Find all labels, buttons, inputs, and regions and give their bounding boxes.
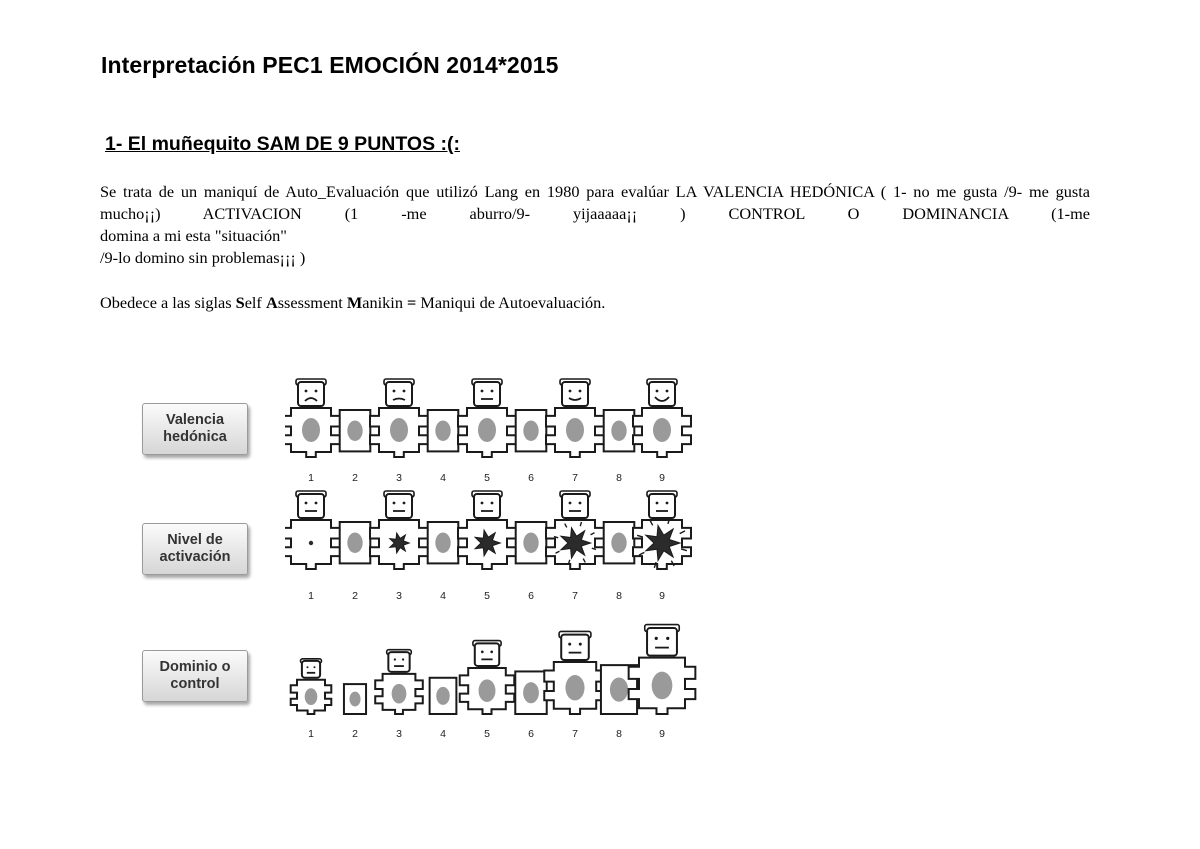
label-line: Dominio o (159, 659, 231, 675)
activacion-manikin (546, 491, 604, 569)
valencia-intermediate (428, 410, 459, 451)
dominio-manikin (460, 641, 515, 714)
manikin-eye (656, 390, 659, 393)
valencia-manikin (370, 379, 428, 457)
dominio-intermediate (515, 671, 546, 714)
dominio-manikin (629, 625, 696, 714)
manikin-eye (481, 651, 484, 654)
scale-number: 6 (528, 590, 534, 602)
label-line: control (170, 676, 220, 692)
activacion-manikin (633, 491, 691, 569)
manikin-eye (491, 390, 494, 393)
scale-number: 7 (572, 472, 578, 484)
scale-number: 4 (440, 728, 446, 740)
scale-number: 3 (396, 472, 402, 484)
equals-sign: = (407, 293, 417, 312)
manikin-head (298, 494, 324, 518)
scale-number: 3 (396, 590, 402, 602)
manikin-eye (579, 502, 582, 505)
manikin-head (647, 628, 677, 656)
manikin-belly (435, 532, 450, 553)
manikin-head (386, 494, 412, 518)
paragraph-text: Se trata de un maniquí de Auto_Evaluación que utilizó Lang en 1980 para evalúar LA VALENCIA HEDÓNICA ( 1- no me gusta /9- me gusta mucho¡¡) ACTIVACION (1 -me aburro/9- yijaaaaa¡¡ ) CONTROL O DOMINANCIA (1-me (100, 182, 1090, 223)
activation-burst (309, 541, 313, 545)
acronym-initial: M (346, 293, 363, 312)
scale-number: 2 (352, 472, 358, 484)
manikin-eye (568, 643, 571, 646)
dominio-label (142, 650, 248, 702)
scale-number: 5 (484, 590, 490, 602)
valencia-manikin (546, 379, 604, 457)
manikin-head (474, 494, 500, 518)
valencia-manikin (633, 379, 691, 457)
activacion-scale-numbers (285, 590, 715, 606)
manikin-eye (393, 502, 396, 505)
manikin-belly (611, 532, 626, 553)
valencia-manikin (285, 379, 340, 457)
manikin-head (474, 382, 500, 406)
activacion-manikin-row (285, 488, 715, 584)
scale-number: 5 (484, 728, 490, 740)
manikin-eye (315, 502, 318, 505)
sam-description-paragraph (100, 181, 1090, 269)
manikin-head (649, 382, 675, 406)
valencia-label (142, 403, 248, 455)
label-line: hedónica (163, 429, 227, 445)
manikin-belly (349, 692, 360, 707)
manikin-belly (436, 687, 449, 705)
manikin-eye (666, 502, 669, 505)
document-title: Interpretación PEC1 EMOCIÓN 2014*2015 (101, 52, 559, 78)
activacion-manikin (458, 491, 516, 569)
activacion-intermediate (516, 522, 547, 563)
scale-number: 2 (352, 728, 358, 740)
scale-number: 6 (528, 472, 534, 484)
manikin-belly (479, 679, 496, 702)
acronym-word-rest: ssessment (277, 293, 347, 312)
manikin-eye (569, 502, 572, 505)
scale-number: 8 (616, 590, 622, 602)
manikin-head (388, 652, 409, 672)
manikin-eye (402, 658, 404, 660)
paragraph-text: domina a mi esta "situación" (100, 226, 287, 245)
scale-number: 8 (616, 728, 622, 740)
dominio-intermediate (430, 678, 457, 714)
manikin-belly (435, 420, 450, 441)
activacion-manikin (285, 491, 340, 569)
label-line: activación (159, 549, 231, 565)
scale-number: 3 (396, 728, 402, 740)
acronym-word-rest: elf (244, 293, 266, 312)
manikin-belly (610, 677, 628, 701)
scale-number: 8 (616, 472, 622, 484)
manikin-eye (579, 643, 582, 646)
scale-number: 1 (308, 590, 314, 602)
scale-number: 4 (440, 472, 446, 484)
manikin-belly (392, 684, 407, 704)
manikin-head (475, 643, 499, 666)
scale-number: 5 (484, 472, 490, 484)
scale-number: 7 (572, 728, 578, 740)
activacion-intermediate (604, 522, 635, 563)
scale-number: 1 (308, 728, 314, 740)
manikin-eye (666, 637, 669, 640)
manikin-eye (315, 390, 318, 393)
valencia-intermediate (340, 410, 371, 451)
manikin-head (562, 382, 588, 406)
dominio-manikin (375, 650, 423, 714)
manikin-belly (611, 420, 626, 441)
dominio-scale-numbers (285, 728, 715, 744)
paragraph-text: /9-lo domino sin problemas¡¡¡ ) (100, 248, 306, 267)
scale-number: 4 (440, 590, 446, 602)
scale-number: 9 (659, 728, 665, 740)
sam-manikin-figure (135, 370, 715, 745)
label-line: Nivel de (167, 532, 223, 548)
manikin-belly (565, 675, 584, 700)
manikin-belly (347, 532, 362, 553)
scale-number: 7 (572, 590, 578, 602)
scale-number: 9 (659, 472, 665, 484)
section-heading: 1- El muñequito SAM DE 9 PUNTOS :(: (105, 133, 460, 155)
valencia-intermediate (516, 410, 547, 451)
manikin-eye (314, 666, 316, 668)
acronym-word-rest: anikin (362, 293, 408, 312)
dominio-manikin-row (285, 610, 715, 722)
scale-number: 9 (659, 590, 665, 602)
manikin-head (649, 494, 675, 518)
scale-number: 6 (528, 728, 534, 740)
manikin-head (302, 661, 320, 678)
manikin-belly (390, 418, 408, 442)
manikin-eye (579, 390, 582, 393)
manikin-eye (490, 651, 493, 654)
acronym-initial: A (265, 293, 278, 312)
manikin-belly (523, 532, 538, 553)
manikin-eye (655, 637, 658, 640)
scale-number: 1 (308, 472, 314, 484)
activacion-label (142, 523, 248, 575)
manikin-head (562, 494, 588, 518)
manikin-eye (305, 502, 308, 505)
valencia-intermediate (604, 410, 635, 451)
manikin-eye (307, 666, 309, 668)
dominio-manikin (544, 631, 605, 714)
valencia-manikin (458, 379, 516, 457)
manikin-belly (523, 682, 539, 703)
manikin-belly (523, 420, 538, 441)
manikin-belly (305, 688, 318, 705)
scale-number: 2 (352, 590, 358, 602)
dominio-manikin (291, 659, 332, 714)
manikin-belly (347, 420, 362, 441)
manikin-eye (394, 658, 396, 660)
acronym-initial: S (235, 293, 245, 312)
manikin-eye (491, 502, 494, 505)
valencia-scale-numbers (285, 472, 715, 488)
manikin-eye (666, 390, 669, 393)
label-line: Valencia (165, 412, 225, 428)
activacion-intermediate (340, 522, 371, 563)
manikin-eye (481, 502, 484, 505)
manikin-eye (569, 390, 572, 393)
manikin-belly (653, 418, 671, 442)
manikin-head (298, 382, 324, 406)
manikin-eye (393, 390, 396, 393)
activacion-intermediate (428, 522, 459, 563)
activacion-manikin (370, 491, 428, 569)
manikin-belly (478, 418, 496, 442)
manikin-belly (652, 672, 673, 700)
manikin-head (386, 382, 412, 406)
acronym-line (100, 292, 1090, 314)
valencia-manikin-row (285, 374, 715, 462)
acronym-prefix: Obedece a las siglas (100, 293, 236, 312)
manikin-head (561, 635, 589, 660)
manikin-belly (566, 418, 584, 442)
acronym-paragraph (100, 292, 1090, 314)
manikin-eye (403, 390, 406, 393)
dominio-intermediate (344, 684, 366, 714)
manikin-eye (403, 502, 406, 505)
manikin-eye (656, 502, 659, 505)
manikin-eye (305, 390, 308, 393)
manikin-eye (481, 390, 484, 393)
acronym-suffix: Maniqui de Autoevaluación. (416, 293, 606, 312)
manikin-belly (302, 418, 320, 442)
